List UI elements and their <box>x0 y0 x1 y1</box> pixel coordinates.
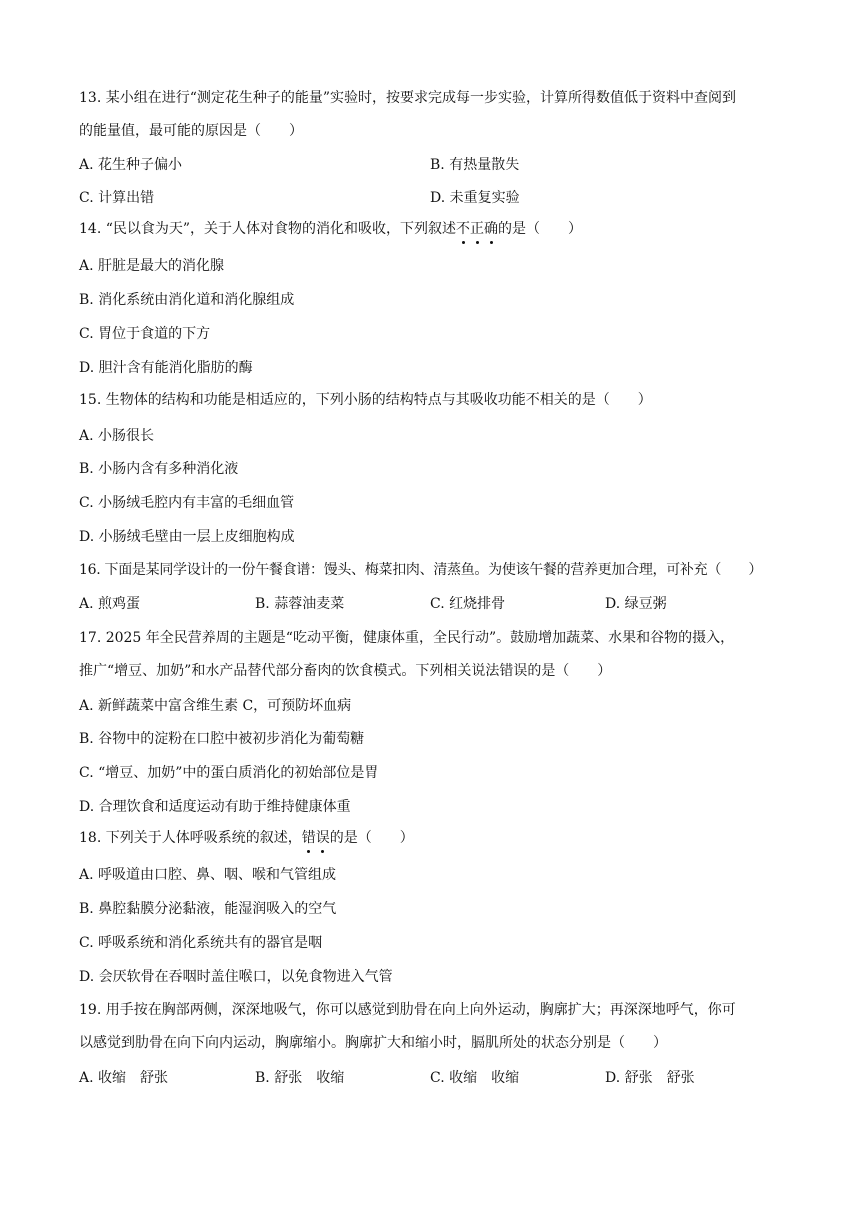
stem-text: 14. “民以食为天”，关于人体对食物的消化和吸收，下列叙述 <box>79 221 457 237</box>
option-d: D. 会厌软骨在吞咽时盖住喉口，以免食物进入气管 <box>79 969 393 985</box>
option-a: A. 肝脏是最大的消化腺 <box>79 258 225 274</box>
option-b: B. 有热量散失 <box>430 157 520 173</box>
option-b: B. 蒜蓉油麦菜 <box>255 596 345 612</box>
option-a: A. 小肠很长 <box>79 428 155 444</box>
option-c: C. 胃位于食道的下方 <box>79 326 211 342</box>
option-a: A. 新鲜蔬菜中富含维生素 C，可预防坏血病 <box>79 698 352 714</box>
emphasis-char: 不 <box>456 221 471 237</box>
option-a: A. 花生种子偏小 <box>79 157 183 173</box>
option-c: C. 红烧排骨 <box>430 596 506 612</box>
option-d: D. 胆汁含有能消化脂肪的酶 <box>79 360 253 376</box>
emphasis-char: 误 <box>315 830 330 846</box>
option-b: B. 舒张 收缩 <box>255 1070 345 1086</box>
option-c: C. 呼吸系统和消化系统共有的器官是咽 <box>79 935 323 951</box>
question-stem <box>79 828 414 848</box>
stem-text: 的是（ ） <box>329 830 414 846</box>
option-c: C. 收缩 收缩 <box>430 1070 520 1086</box>
option-a: A. 煎鸡蛋 <box>79 596 141 612</box>
question-stem: 的能量值，最可能的原因是（ ） <box>79 123 303 139</box>
option-d: D. 舒张 舒张 <box>605 1070 695 1086</box>
option-b: B. 小肠内含有多种消化液 <box>79 461 239 477</box>
option-c: C. 小肠绒毛腔内有丰富的毛细血管 <box>79 495 295 511</box>
option-b: B. 消化系统由消化道和消化腺组成 <box>79 292 295 308</box>
question-stem: 16. 下面是某同学设计的一份午餐食谱：馒头、梅菜扣肉、清蒸鱼。为使该午餐的营养更加合理，可补充（ ） <box>79 562 763 578</box>
option-d: D. 未重复实验 <box>430 190 520 206</box>
option-c: C. 计算出错 <box>79 190 155 206</box>
question-stem: 以感觉到肋骨在向下向内运动，胸廓缩小。胸廓扩大和缩小时，膈肌所处的状态分别是（ ） <box>79 1035 667 1051</box>
option-a: A. 收缩 舒张 <box>79 1070 169 1086</box>
option-b: B. 鼻腔黏膜分泌黏液，能湿润吸入的空气 <box>79 901 337 917</box>
option-d: D. 合理饮食和适度运动有助于维持健康体重 <box>79 799 351 815</box>
option-d: D. 绿豆粥 <box>605 596 667 612</box>
question-stem: 19. 用手按在胸部两侧，深深地吸气，你可以感觉到肋骨在向上向外运动，胸廓扩大；再深深地呼气，你可 <box>79 1002 736 1018</box>
stem-text: 的是（ ） <box>498 221 583 237</box>
option-a: A. 呼吸道由口腔、鼻、咽、喉和气管组成 <box>79 867 337 883</box>
stem-text: 18. 下列关于人体呼吸系统的叙述， <box>79 830 302 846</box>
option-d: D. 小肠绒毛壁由一层上皮细胞构成 <box>79 529 295 545</box>
emphasis-char: 正 <box>470 221 485 237</box>
emphasis-char: 错 <box>301 830 316 846</box>
question-stem <box>79 219 582 239</box>
option-b: B. 谷物中的淀粉在口腔中被初步消化为葡萄糖 <box>79 731 365 747</box>
option-c: C. “增豆、加奶”中的蛋白质消化的初始部位是胃 <box>79 765 379 781</box>
emphasis-char: 确 <box>484 221 499 237</box>
question-stem: 15. 生物体的结构和功能是相适应的，下列小肠的结构特点与其吸收功能不相关的是（ ） <box>79 392 652 408</box>
question-stem: 17. 2025 年全民营养周的主题是“吃动平衡，健康体重，全民行动”。鼓励增加蔬菜、水果和谷物的摄入， <box>79 630 735 646</box>
question-stem: 推广“增豆、加奶”和水产品替代部分畜肉的饮食模式。下列相关说法错误的是（ ） <box>79 663 612 679</box>
question-stem: 13. 某小组在进行“测定花生种子的能量”实验时，按要求完成每一步实验，计算所得数值低于资料中查阅到 <box>79 90 737 106</box>
